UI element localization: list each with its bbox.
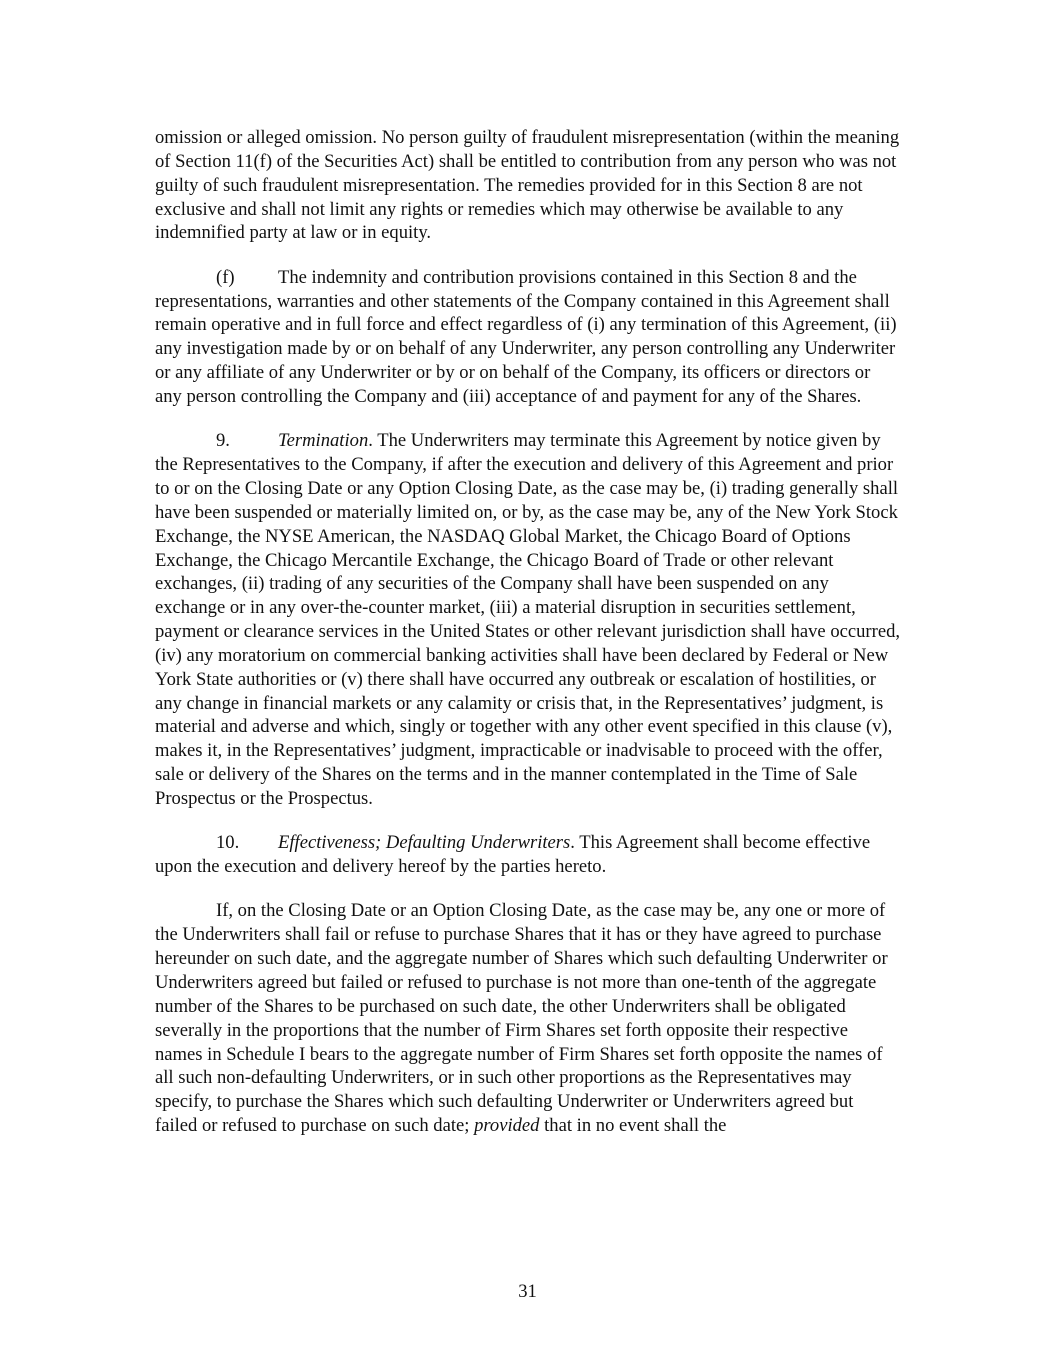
section-9-number: 9. bbox=[216, 430, 230, 452]
section-10-heading: Effectiveness; Defaulting Underwriters bbox=[278, 832, 571, 854]
paragraph-defaulting-text: If, on the Closing Date or an Option Closing Date, as the case may be, any one or more of the Underwriters shall fail or refuse to purchase Shares that it has or they have agreed to purchase hereunder on such date, and the aggregate number of Shares which such defaulting Underwriter or Underwriters agreed but failed or refused to purchase is not more than one-tenth of the aggregate number of the Shares to be purchased on such date, the other Underwriters shall be obligated severally in the proportions that the number of Firm Shares set forth opposite their respective names in Schedule I bears to the aggregate number of Firm Shares set forth opposite the names of all such non-defaulting Underwriters, or in such other proportions as the Representatives may specify, to purchase the Shares which such defaulting Underwriter or Underwriters agreed but failed or refused to purchase on such date; bbox=[155, 900, 888, 1137]
section-9-heading: Termination bbox=[278, 430, 369, 452]
paragraph-defaulting bbox=[155, 899, 900, 1137]
paragraph-f-text: The indemnity and contribution provisions contained in this Section 8 and the representations, warranties and other statements of the Company contained in this Agreement shall remain operative and in full force and effect regardless of (i) any termination of this Agreement, (ii) any investigation made by or on behalf of any Underwriter, any person controlling any Underwriter or any affiliate of any Underwriter or by or on behalf of the Company, its officers or directors or any person controlling the Company and (iii) acceptance of and payment for any of the Shares. bbox=[155, 266, 897, 407]
page-number: 31 bbox=[518, 1281, 537, 1302]
paragraph-f-label: (f) bbox=[216, 266, 235, 288]
section-9-text: . The Underwriters may terminate this Agreement by notice given by the Representatives to the Company, if after the execution and delivery of this Agreement and prior to or on the Closing Date or any Option Closing Date, as the case may be, (i) trading generally shall have been suspended or materially limited on, or by, as the case may be, any of the New York Stock Exchange, the NYSE American, the NASDAQ Global Market, the Chicago Board of Options Exchange, the Chicago Mercantile Exchange, the Chicago Board of Trade or other relevant exchanges, (ii) trading of any securities of the Company shall have been suspended on any exchange or in any over-the-counter market, (iii) a material disruption in securities settlement, payment or clearance services in the United States or other relevant jurisdiction shall have occurred, (iv) any moratorium on commercial banking activities shall have been declared by Federal or New York State authorities or (v) there shall have occurred any outbreak or escalation of hostilities, or any change in financial markets or any calamity or crisis that, in the Representatives’ judgment, is material and adverse and which, singly or together with any other event specified in this clause (v), makes it, in the Representatives’ judgment, impracticable or inadvisable to proceed with the offer, sale or delivery of the Shares on the terms and in the manner contemplated in the Time of Sale Prospectus or the Prospectus. bbox=[155, 430, 901, 809]
section-10-effectiveness bbox=[155, 831, 900, 879]
paragraph-defaulting-provided: provided bbox=[474, 1115, 540, 1137]
paragraph-defaulting-tail: that in no event shall the bbox=[539, 1115, 727, 1137]
paragraph-f bbox=[155, 266, 900, 409]
paragraph-omission: omission or alleged omission. No person guilty of fraudulent misrepresentation (within the meaning of Section 11(f) of the Securities Act) shall be entitled to contribution from any person who was not guilty of such fraudulent misrepresentation. The remedies provided for in this Section 8 are not exclusive and shall not limit any rights or remedies which may otherwise be available to any indemnified party at law or in equity. bbox=[155, 127, 900, 244]
section-9-termination bbox=[155, 429, 900, 811]
section-10-number: 10. bbox=[216, 832, 240, 854]
document-page bbox=[155, 126, 900, 1158]
section-10-text: . This Agreement shall become effective upon the execution and delivery hereof by the parties hereto. bbox=[155, 832, 871, 878]
